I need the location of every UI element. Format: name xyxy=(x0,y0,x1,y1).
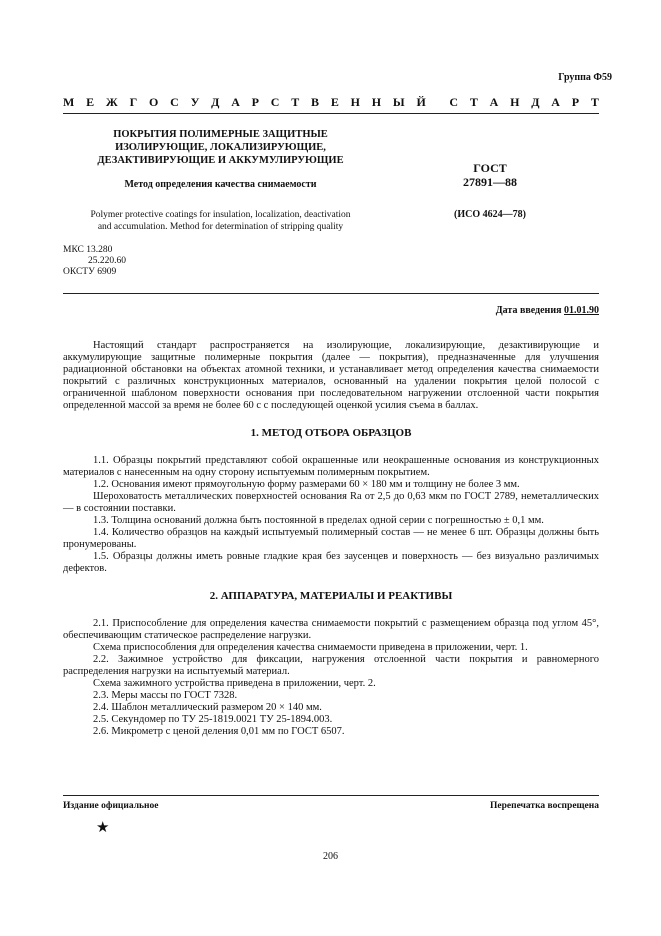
section-1-body xyxy=(63,455,599,575)
section-2-body xyxy=(63,618,599,738)
gost-number xyxy=(440,161,540,189)
banner-letter: Д xyxy=(211,95,220,109)
gost-code: 27891—88 xyxy=(463,175,517,189)
paragraph: 2.3. Меры массы по ГОСТ 7328. xyxy=(93,690,238,701)
mks-code: МКС 13.280 xyxy=(63,245,113,255)
banner-letter: Ж xyxy=(105,95,118,109)
iso-reference: (ИСО 4624—78) xyxy=(454,209,526,220)
star-icon: ★ xyxy=(96,820,110,836)
banner-letter: В xyxy=(311,95,320,109)
banner-letter: С xyxy=(270,95,280,109)
intro-paragraph: Настоящий стандарт распространяется на изолирующие, локализирующие, дезактивирующие и аккумулирующие защитные полимерные покрытия (далее — покрытия), предназначенные для улучшения радиационной обстановки на объектах атомной техники, и устанавливает метод определения качества снимаемости покрытий с различных конструкционных материалов, основанный на удалении покрытия целой полосой с ограниченной шаблоном поверхности основания при последовательном нагружении отслоенной части покрытия определенной массой за время не более 60 с с последующей оценкой усилия съема в баллах. xyxy=(63,340,599,411)
banner-letter: А xyxy=(551,95,560,109)
mks-code: 25.220.60 xyxy=(88,256,126,266)
banner-letter: А xyxy=(231,95,240,109)
standard-banner xyxy=(63,95,599,110)
okstu-code: ОКСТУ 6909 xyxy=(63,267,117,277)
paragraph: 2.5. Секундомер по ТУ 25-1819.0021 ТУ 25-1894.003. xyxy=(93,714,333,725)
paragraph: 2.2. Зажимное устройство для фиксации, нагружения отслоенной части покрытия и равномерного распределения нагрузки на испытуемый материал. xyxy=(63,654,599,677)
banner-letter: Н xyxy=(510,95,520,109)
section-rule xyxy=(63,293,599,294)
classification-codes xyxy=(63,245,126,278)
paragraph: 1.1. Образцы покрытий представляют собой окрашенные или неокрашенные основания из конструкционных материалов с нанесенным на одну сторону испытуемым полимерным покрытием. xyxy=(63,455,599,478)
paragraph: Схема зажимного устройства приведена в приложении, черт. 2. xyxy=(93,678,376,689)
paragraph: Схема приспособления для определения качества снимаемости приведена в приложении, черт. 1. xyxy=(93,642,528,653)
section-heading: 1. МЕТОД ОТБОРА ОБРАЗЦОВ xyxy=(250,427,412,439)
banner-letter: Т xyxy=(469,95,478,109)
banner-letter: Ы xyxy=(392,95,405,109)
gost-label: ГОСТ xyxy=(473,161,507,175)
method-subtitle: Метод определения качества снимаемости xyxy=(124,179,317,190)
banner-letter: Д xyxy=(531,95,540,109)
document-body xyxy=(63,340,599,738)
banner-letter: Й xyxy=(416,95,426,109)
banner-letter: У xyxy=(190,95,200,109)
paragraph: Шероховатость металлических поверхностей основания Ra от 2,5 до 0,63 мкм по ГОСТ 2789, неметаллических — в состоянии поставки. xyxy=(63,491,599,514)
banner-letter: М xyxy=(63,95,75,109)
intro-date-value: 01.01.90 xyxy=(564,305,599,316)
paragraph: 1.5. Образцы должны иметь ровные гладкие края без заусенцев и поверхность — без визуально различимых дефектов. xyxy=(63,551,599,574)
document-title xyxy=(63,128,378,167)
banner-letter: А xyxy=(489,95,499,109)
page-number: 206 xyxy=(323,851,338,862)
banner-letter: О xyxy=(148,95,159,109)
section-heading: 2. АППАРАТУРА, МАТЕРИАЛЫ И РЕАКТИВЫ xyxy=(209,590,453,602)
paragraph: 2.6. Микрометр с ценой деления 0,01 мм по ГОСТ 6507. xyxy=(93,726,345,737)
banner-letter: Т xyxy=(291,95,300,109)
paragraph: 2.4. Шаблон металлический размером 20 × 140 мм. xyxy=(93,702,322,713)
banner-letter: С xyxy=(449,95,459,109)
banner-letter: Н xyxy=(350,95,360,109)
paragraph: 1.2. Основания имеют прямоугольную форму размерами 60 × 180 мм и толщину не более 3 мм. xyxy=(93,479,520,490)
title-line: ДЕЗАКТИВИРУЮЩИЕ И АККУМУЛИРУЮЩИЕ xyxy=(97,155,344,166)
banner-letter: Н xyxy=(371,95,382,109)
header-rule xyxy=(63,113,599,114)
footer-rule xyxy=(63,795,599,796)
paragraph: 1.4. Количество образцов на каждый испытуемый полимерный состав — не менее 6 шт. Образцы должны быть пронумерованы. xyxy=(63,527,599,550)
reprint-notice: Перепечатка воспрещена xyxy=(489,801,599,811)
introduction-date xyxy=(496,305,599,316)
intro-date-label: Дата введения xyxy=(495,305,562,316)
banner-letter: Е xyxy=(86,95,95,109)
official-edition: Издание официальное xyxy=(63,801,159,811)
banner-letter: С xyxy=(170,95,179,109)
paragraph: 2.1. Приспособление для определения качества снимаемости покрытий с размещением образца под углом 45°, обеспечивающим статическое распределение нагрузки. xyxy=(63,618,599,641)
banner-letter: Г xyxy=(129,95,138,109)
english-title-line: Polymer protective coatings for insulation, localization, deactivation xyxy=(90,210,351,220)
paragraph: 1.3. Толщина оснований должна быть постоянной в пределах одной серии с погрешностью ± 0,1 мм. xyxy=(93,515,544,526)
group-code: Группа Ф59 xyxy=(558,72,612,83)
english-title xyxy=(63,209,378,233)
banner-letter: Е xyxy=(330,95,339,109)
title-line: ПОКРЫТИЯ ПОЛИМЕРНЫЕ ЗАЩИТНЫЕ xyxy=(113,129,328,140)
banner-letter: Р xyxy=(571,95,580,109)
banner-letter: Т xyxy=(590,95,599,109)
title-line: ИЗОЛИРУЮЩИЕ, ЛОКАЛИЗИРУЮЩИЕ, xyxy=(115,142,326,153)
english-title-line: and accumulation. Method for determination of stripping quality xyxy=(97,222,344,232)
banner-letter: Р xyxy=(251,95,259,109)
